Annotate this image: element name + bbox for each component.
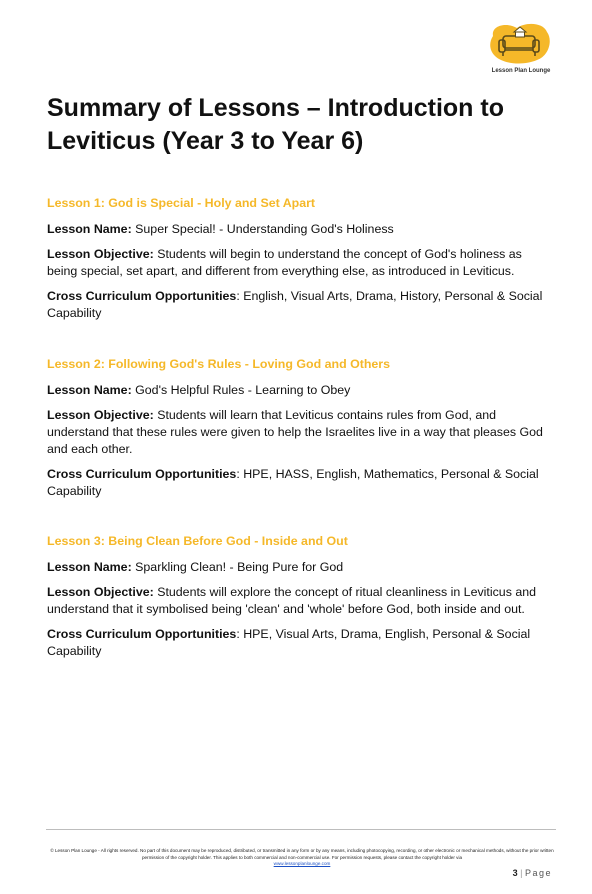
- page-separator: |: [520, 868, 523, 878]
- lesson-objective-value: Students will explore the concept of ritual cleanliness in Leviticus and understand that it symbolised being 'clean' and 'whole' before God, both inside and out.: [47, 585, 537, 616]
- lesson-objective-label: Lesson Objective:: [47, 408, 154, 422]
- lesson-2-cross-curriculum: Cross Curriculum Opportunities: HPE, HASS, English, Mathematics, Personal & Social Capability: [47, 467, 539, 498]
- lesson-3-name: [47, 559, 547, 576]
- lesson-3-objective: [47, 584, 547, 618]
- lesson-name-label: Lesson Name:: [47, 560, 132, 574]
- lesson-name-label: Lesson Name:: [47, 383, 132, 397]
- sofa-logo-icon: [487, 22, 555, 66]
- lesson-2-objective: [47, 407, 547, 458]
- footer-copyright: [48, 848, 556, 868]
- footer-copyright-text: © Lesson Plan Lounge - All rights reserved. No part of this document may be reproduced, distributed, or transmitted in any form or by any means, including photocopying, recording, or other electronic or mechanical methods, without the prior written permission of the copyright holder. This applies to both commercial and non-commercial use. For permission requests, please contact the copyright holder via: [50, 848, 554, 860]
- lesson-1-heading: Lesson 1: God is Special - Holy and Set Apart: [47, 196, 316, 210]
- lesson-2-heading: Lesson 2: Following God's Rules - Loving God and Others: [47, 357, 391, 371]
- lesson-objective-label: Lesson Objective:: [47, 585, 154, 599]
- cross-curriculum-value: English, Visual Arts, Drama, History, Personal & Social Capability: [47, 289, 543, 320]
- lesson-name-value: Super Special! - Understanding God's Holiness: [135, 222, 394, 236]
- lesson-2-section: [47, 356, 547, 508]
- page-word: Page: [524, 868, 552, 878]
- lesson-3-section: [47, 533, 547, 668]
- cross-curriculum-label: Cross Curriculum Opportunities: [47, 627, 237, 641]
- lesson-1-name: [47, 221, 547, 238]
- lesson-objective-value: Students will begin to understand the concept of God's holiness as being special, set apart, and different from everything else, as introduced in Leviticus.: [47, 247, 522, 278]
- lesson-objective-label: Lesson Objective:: [47, 247, 154, 261]
- lesson-plan-lounge-logo: [487, 22, 555, 74]
- cross-curriculum-value: HPE, HASS, English, Mathematics, Personal & Social Capability: [47, 467, 539, 498]
- lesson-name-value: Sparkling Clean! - Being Pure for God: [135, 560, 344, 574]
- cross-curriculum-value: HPE, Visual Arts, Drama, English, Personal & Social Capability: [47, 627, 531, 658]
- page-number-value: 3: [512, 868, 518, 878]
- lesson-1-objective: [47, 246, 547, 280]
- page-title: Summary of Lessons – Introduction to Leviticus (Year 3 to Year 6): [47, 94, 504, 155]
- lesson-objective-value: Students will learn that Leviticus contains rules from God, and understand that these rules were given to help the Israelites live in a way that pleases God and each other.: [47, 408, 543, 456]
- lesson-name-value: God's Helpful Rules - Learning to Obey: [135, 383, 351, 397]
- lesson-name-label: Lesson Name:: [47, 222, 132, 236]
- logo-text: Lesson Plan Lounge: [491, 68, 551, 74]
- lesson-1-section: [47, 195, 547, 330]
- footer-website-link[interactable]: www.lessonplanlounge.com: [273, 861, 331, 866]
- lesson-3-heading: Lesson 3: Being Clean Before God - Inside and Out: [47, 534, 348, 548]
- page-number: [513, 868, 552, 878]
- cross-curriculum-label: Cross Curriculum Opportunities: [47, 467, 237, 481]
- lesson-3-cross-curriculum: Cross Curriculum Opportunities: HPE, Visual Arts, Drama, English, Personal & Social Capability: [47, 627, 531, 658]
- lesson-2-name: [47, 382, 547, 399]
- lesson-1-cross-curriculum: Cross Curriculum Opportunities: English, Visual Arts, Drama, History, Personal & Social Capability: [47, 289, 543, 320]
- cross-curriculum-label: Cross Curriculum Opportunities: [47, 289, 237, 303]
- footer-divider: [46, 829, 556, 830]
